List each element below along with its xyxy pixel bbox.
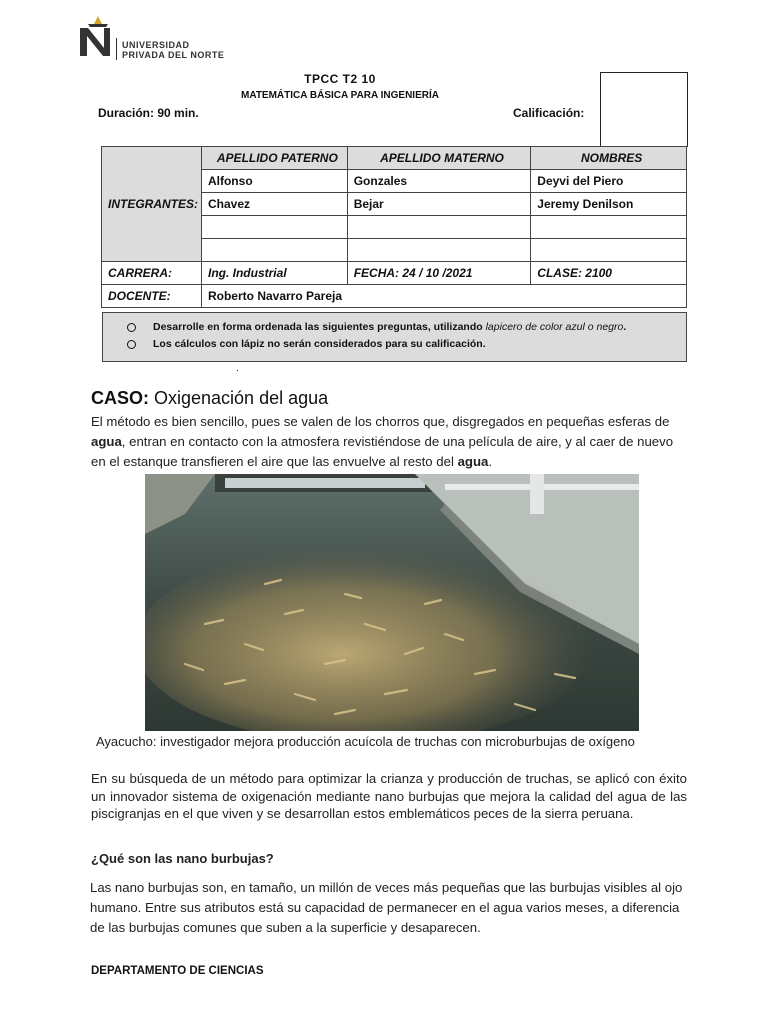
- p1-text-c: , entran en contacto con la atmosfera revistiéndose de una película de aire, y al caer de nuevo en el estanque transfieren el aire que las envuelve al resto del: [91, 434, 674, 469]
- carrera-label: CARRERA:: [102, 262, 202, 285]
- p1-bold-agua: agua: [91, 434, 122, 449]
- case-paragraph-1: [91, 412, 687, 472]
- cell-apellido-paterno[interactable]: Chavez: [201, 193, 347, 216]
- p1-bold-agua-2: agua: [457, 454, 489, 469]
- case-paragraph-2: En su búsqueda de un método para optimizar la crianza y producción de truchas, se aplicó con éxito un innovador sistema de oxigenación mediante nano burbujas que mejora la calidad del agua de las piscigranjas en el que viven y se desarrollan estos emblemáticos peces de la sierra peruana.: [91, 771, 687, 821]
- instruction-1-emphasis: lapicero de color azul o negro: [485, 321, 624, 333]
- logo-text: [122, 40, 224, 60]
- instructions-box: [102, 312, 687, 362]
- p1-text-a: El método es bien sencillo, pues se valen de los chorros que, disgregados en pequeñas esferas de: [91, 414, 670, 429]
- exam-code: TPCC T2 10: [304, 72, 376, 86]
- instruction-line-2: Los cálculos con lápiz no serán considerados para su calificación.: [153, 338, 486, 350]
- cell-nombres[interactable]: Deyvi del Piero: [531, 170, 687, 193]
- docente-label: DOCENTE:: [102, 285, 202, 308]
- p1-text-e: .: [488, 454, 493, 469]
- case-title: [91, 388, 328, 409]
- course-title: MATEMÁTICA BÁSICA PARA INGENIERÍA: [241, 90, 439, 101]
- case-label: CASO:: [91, 388, 149, 408]
- instruction-1-end: .: [623, 321, 627, 333]
- col-nombres: NOMBRES: [531, 147, 687, 170]
- case-title-text: Oxigenación del agua: [149, 388, 329, 408]
- docente-row: [102, 285, 687, 308]
- cell-apellido-paterno[interactable]: Alfonso: [201, 170, 347, 193]
- cell-apellido-materno[interactable]: Gonzales: [347, 170, 531, 193]
- clase-value[interactable]: CLASE: 2100: [531, 262, 687, 285]
- photo-caption: Ayacucho: investigador mejora producción acuícola de truchas con microburbujas de oxígeno: [96, 734, 635, 749]
- logo-n-icon: [78, 14, 116, 58]
- cell-apellido-materno[interactable]: [347, 216, 531, 239]
- logo-text-line1: UNIVERSIDAD: [122, 40, 190, 50]
- integrantes-label: INTEGRANTES:: [102, 147, 202, 262]
- col-apellido-paterno: APELLIDO PATERNO: [201, 147, 347, 170]
- duration: Duración: 90 min.: [98, 106, 199, 120]
- trout-pond-photo: [145, 474, 639, 731]
- carrera-value[interactable]: Ing. Industrial: [201, 262, 347, 285]
- circle-bullet-icon: [127, 340, 136, 349]
- cell-apellido-paterno[interactable]: [201, 216, 347, 239]
- student-info-table: [101, 146, 687, 308]
- cell-nombres[interactable]: [531, 216, 687, 239]
- table-header-row: [102, 147, 687, 170]
- instruction-1-text: Desarrolle en forma ordenada las siguientes preguntas, utilizando: [153, 321, 486, 333]
- logo-divider: [116, 38, 117, 60]
- university-logo: [78, 14, 248, 60]
- logo-text-line2: PRIVADA DEL NORTE: [122, 50, 225, 60]
- cell-apellido-materno[interactable]: Bejar: [347, 193, 531, 216]
- cell-nombres[interactable]: [531, 239, 687, 262]
- question-heading: ¿Qué son las nano burbujas?: [91, 851, 274, 866]
- grade-label: Calificación:: [513, 106, 585, 120]
- case-paragraph-3: Las nano burbujas son, en tamaño, un millón de veces más pequeñas que las burbujas visibles al ojo humano. Entre sus atributos está su capacidad de permanecer en el agua varios meses, a diferencia de las burbujas comunes que suben a la superficie y desaparecen.: [90, 880, 683, 935]
- stray-dot: .: [236, 363, 239, 374]
- fecha-value[interactable]: FECHA: 24 / 10 /2021: [347, 262, 531, 285]
- department-footer: DEPARTAMENTO DE CIENCIAS: [91, 965, 264, 977]
- cell-apellido-paterno[interactable]: [201, 239, 347, 262]
- cell-nombres[interactable]: Jeremy Denilson: [531, 193, 687, 216]
- cell-apellido-materno[interactable]: [347, 239, 531, 262]
- col-apellido-materno: APELLIDO MATERNO: [347, 147, 531, 170]
- grade-box[interactable]: [600, 72, 688, 147]
- instruction-line-1: [153, 321, 626, 333]
- docente-value[interactable]: Roberto Navarro Pareja: [201, 285, 686, 308]
- circle-bullet-icon: [127, 323, 136, 332]
- carrera-row: [102, 262, 687, 285]
